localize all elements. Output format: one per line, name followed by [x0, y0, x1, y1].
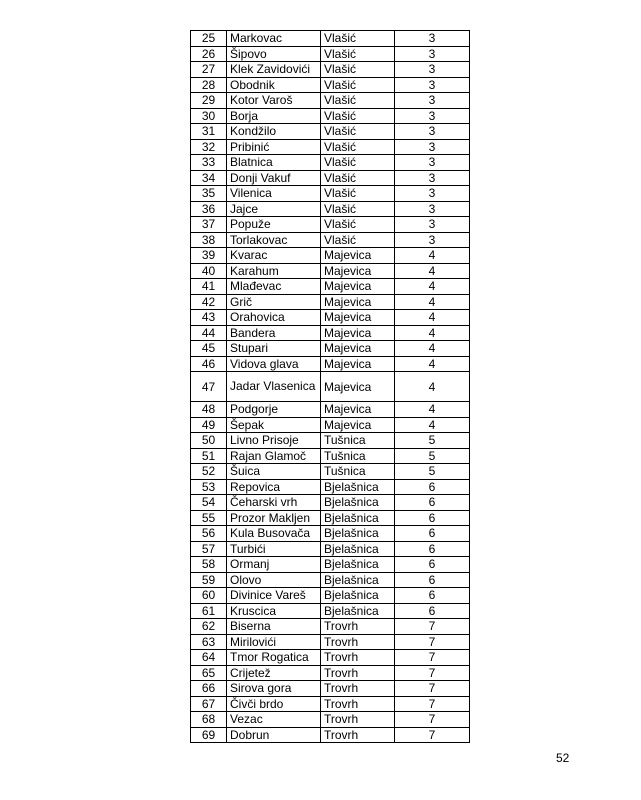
location-name-cell: Pribinić: [227, 139, 321, 155]
mountain-cell: Majevica: [321, 417, 395, 433]
mountain-cell: Majevica: [321, 248, 395, 264]
table-row: [191, 279, 470, 295]
group-cell: 4: [395, 341, 470, 357]
location-name-cell: Blatnica: [227, 155, 321, 171]
group-cell: 4: [395, 372, 470, 402]
table-row: [191, 341, 470, 357]
row-number-cell: 42: [191, 294, 227, 310]
mountain-cell: Majevica: [321, 402, 395, 418]
group-cell: 4: [395, 294, 470, 310]
group-cell: 3: [395, 124, 470, 140]
location-name-cell: Repovica: [227, 479, 321, 495]
group-cell: 7: [395, 665, 470, 681]
location-name-cell: Karahum: [227, 263, 321, 279]
mountain-cell: Tušnica: [321, 448, 395, 464]
table-row: [191, 557, 470, 573]
table-row: [191, 712, 470, 728]
location-name-cell: Jadar Vlasenica: [227, 372, 321, 402]
mountain-cell: Trovrh: [321, 696, 395, 712]
group-cell: 6: [395, 603, 470, 619]
group-cell: 7: [395, 634, 470, 650]
mountain-cell: Trovrh: [321, 712, 395, 728]
group-cell: 3: [395, 155, 470, 171]
mountain-cell: Tušnica: [321, 433, 395, 449]
row-number-cell: 33: [191, 155, 227, 171]
location-name-cell: Stupari: [227, 341, 321, 357]
table-row: [191, 448, 470, 464]
table-row: [191, 727, 470, 743]
row-number-cell: 60: [191, 588, 227, 604]
row-number-cell: 59: [191, 572, 227, 588]
mountain-cell: Bjelašnica: [321, 572, 395, 588]
mountain-cell: Bjelašnica: [321, 479, 395, 495]
table-row: [191, 665, 470, 681]
row-number-cell: 39: [191, 248, 227, 264]
group-cell: 3: [395, 46, 470, 62]
location-name-cell: Klek Zavidovići: [227, 62, 321, 78]
table-row: [191, 139, 470, 155]
location-name-cell: Šipovo: [227, 46, 321, 62]
table-row: [191, 634, 470, 650]
mountain-cell: Trovrh: [321, 650, 395, 666]
group-cell: 3: [395, 170, 470, 186]
row-number-cell: 57: [191, 541, 227, 557]
group-cell: 7: [395, 681, 470, 697]
group-cell: 5: [395, 433, 470, 449]
mountain-cell: Majevica: [321, 341, 395, 357]
table-row: [191, 170, 470, 186]
group-cell: 7: [395, 727, 470, 743]
row-number-cell: 29: [191, 93, 227, 109]
group-cell: 3: [395, 232, 470, 248]
mountain-cell: Majevica: [321, 372, 395, 402]
table-row: [191, 310, 470, 326]
location-name-cell: Crijetež: [227, 665, 321, 681]
table-row: [191, 62, 470, 78]
location-name-cell: Mirilovići: [227, 634, 321, 650]
table-row: [191, 588, 470, 604]
group-cell: 6: [395, 557, 470, 573]
group-cell: 4: [395, 325, 470, 341]
location-name-cell: Markovac: [227, 31, 321, 47]
row-number-cell: 64: [191, 650, 227, 666]
mountain-cell: Vlašić: [321, 31, 395, 47]
location-name-cell: Obodnik: [227, 77, 321, 93]
row-number-cell: 37: [191, 217, 227, 233]
table-row: [191, 356, 470, 372]
table-row: [191, 201, 470, 217]
row-number-cell: 63: [191, 634, 227, 650]
row-number-cell: 62: [191, 619, 227, 635]
table-row: [191, 495, 470, 511]
row-number-cell: 48: [191, 402, 227, 418]
location-name-cell: Jajce: [227, 201, 321, 217]
row-number-cell: 43: [191, 310, 227, 326]
row-number-cell: 35: [191, 186, 227, 202]
group-cell: 4: [395, 310, 470, 326]
row-number-cell: 41: [191, 279, 227, 295]
mountain-cell: Bjelašnica: [321, 603, 395, 619]
table-row: [191, 294, 470, 310]
table-row: [191, 681, 470, 697]
group-cell: 3: [395, 201, 470, 217]
location-name-cell: Kvarac: [227, 248, 321, 264]
group-cell: 6: [395, 588, 470, 604]
group-cell: 3: [395, 93, 470, 109]
mountain-cell: Vlašić: [321, 124, 395, 140]
table-row: [191, 93, 470, 109]
row-number-cell: 26: [191, 46, 227, 62]
table-row: [191, 619, 470, 635]
location-name-cell: Rajan Glamoč: [227, 448, 321, 464]
group-cell: 6: [395, 572, 470, 588]
mountain-cell: Vlašić: [321, 93, 395, 109]
location-name-cell: Čeharski vrh: [227, 495, 321, 511]
mountain-cell: Bjelašnica: [321, 495, 395, 511]
group-cell: 6: [395, 479, 470, 495]
table-row: [191, 155, 470, 171]
group-cell: 6: [395, 541, 470, 557]
locations-table-body: [191, 31, 470, 743]
table-row: [191, 479, 470, 495]
location-name-cell: Divinice Vareš: [227, 588, 321, 604]
mountain-cell: Majevica: [321, 263, 395, 279]
page-number: 52: [556, 751, 570, 765]
row-number-cell: 53: [191, 479, 227, 495]
group-cell: 3: [395, 108, 470, 124]
locations-table: [190, 30, 470, 743]
mountain-cell: Majevica: [321, 294, 395, 310]
location-name-cell: Ormanj: [227, 557, 321, 573]
mountain-cell: Trovrh: [321, 681, 395, 697]
group-cell: 6: [395, 510, 470, 526]
table-row: [191, 526, 470, 542]
location-name-cell: Livno Prisoje: [227, 433, 321, 449]
mountain-cell: Bjelašnica: [321, 510, 395, 526]
mountain-cell: Bjelašnica: [321, 588, 395, 604]
location-name-cell: Sirova gora: [227, 681, 321, 697]
location-name-cell: Podgorje: [227, 402, 321, 418]
mountain-cell: Bjelašnica: [321, 541, 395, 557]
location-name-cell: Donji Vakuf: [227, 170, 321, 186]
location-name-cell: Šuica: [227, 464, 321, 480]
group-cell: 7: [395, 712, 470, 728]
row-number-cell: 49: [191, 417, 227, 433]
row-number-cell: 44: [191, 325, 227, 341]
row-number-cell: 68: [191, 712, 227, 728]
group-cell: 4: [395, 248, 470, 264]
group-cell: 4: [395, 356, 470, 372]
group-cell: 7: [395, 619, 470, 635]
row-number-cell: 65: [191, 665, 227, 681]
table-row: [191, 325, 470, 341]
table-row: [191, 402, 470, 418]
row-number-cell: 56: [191, 526, 227, 542]
row-number-cell: 45: [191, 341, 227, 357]
location-name-cell: Olovo: [227, 572, 321, 588]
location-name-cell: Kotor Varoš: [227, 93, 321, 109]
mountain-cell: Bjelašnica: [321, 557, 395, 573]
row-number-cell: 50: [191, 433, 227, 449]
mountain-cell: Majevica: [321, 279, 395, 295]
group-cell: 4: [395, 402, 470, 418]
table-row: [191, 433, 470, 449]
location-name-cell: Biserna: [227, 619, 321, 635]
group-cell: 3: [395, 31, 470, 47]
row-number-cell: 25: [191, 31, 227, 47]
mountain-cell: Trovrh: [321, 727, 395, 743]
mountain-cell: Bjelašnica: [321, 526, 395, 542]
table-row: [191, 108, 470, 124]
row-number-cell: 30: [191, 108, 227, 124]
mountain-cell: Majevica: [321, 356, 395, 372]
table-row: [191, 417, 470, 433]
location-name-cell: Tmor Rogatica: [227, 650, 321, 666]
mountain-cell: Trovrh: [321, 665, 395, 681]
table-row: [191, 372, 470, 402]
location-name-cell: Orahovica: [227, 310, 321, 326]
location-name-cell: Popuže: [227, 217, 321, 233]
group-cell: 6: [395, 495, 470, 511]
mountain-cell: Majevica: [321, 310, 395, 326]
group-cell: 3: [395, 217, 470, 233]
group-cell: 3: [395, 62, 470, 78]
table-row: [191, 650, 470, 666]
table-row: [191, 572, 470, 588]
row-number-cell: 31: [191, 124, 227, 140]
table-row: [191, 124, 470, 140]
mountain-cell: Vlašić: [321, 62, 395, 78]
location-name-cell: Torlakovac: [227, 232, 321, 248]
table-row: [191, 248, 470, 264]
table-row: [191, 510, 470, 526]
location-name-cell: Vidova glava: [227, 356, 321, 372]
row-number-cell: 51: [191, 448, 227, 464]
location-name-cell: Šepak: [227, 417, 321, 433]
location-name-cell: Vilenica: [227, 186, 321, 202]
table-row: [191, 603, 470, 619]
mountain-cell: Vlašić: [321, 217, 395, 233]
location-name-cell: Kondžilo: [227, 124, 321, 140]
row-number-cell: 36: [191, 201, 227, 217]
location-name-cell: Vezac: [227, 712, 321, 728]
mountain-cell: Trovrh: [321, 634, 395, 650]
table-row: [191, 263, 470, 279]
mountain-cell: Vlašić: [321, 77, 395, 93]
group-cell: 7: [395, 650, 470, 666]
location-name-cell: Bandera: [227, 325, 321, 341]
location-name-cell: Grič: [227, 294, 321, 310]
location-name-cell: Čivči brdo: [227, 696, 321, 712]
mountain-cell: Vlašić: [321, 232, 395, 248]
table-row: [191, 464, 470, 480]
group-cell: 4: [395, 279, 470, 295]
location-name-cell: Dobrun: [227, 727, 321, 743]
row-number-cell: 27: [191, 62, 227, 78]
group-cell: 4: [395, 263, 470, 279]
row-number-cell: 67: [191, 696, 227, 712]
location-name-cell: Prozor Makljen: [227, 510, 321, 526]
table-row: [191, 46, 470, 62]
row-number-cell: 47: [191, 372, 227, 402]
mountain-cell: Vlašić: [321, 46, 395, 62]
row-number-cell: 58: [191, 557, 227, 573]
row-number-cell: 28: [191, 77, 227, 93]
group-cell: 6: [395, 526, 470, 542]
table-row: [191, 217, 470, 233]
group-cell: 5: [395, 448, 470, 464]
row-number-cell: 54: [191, 495, 227, 511]
row-number-cell: 32: [191, 139, 227, 155]
location-name-cell: Kula Busovača: [227, 526, 321, 542]
group-cell: 7: [395, 696, 470, 712]
row-number-cell: 46: [191, 356, 227, 372]
mountain-cell: Tušnica: [321, 464, 395, 480]
group-cell: 4: [395, 417, 470, 433]
row-number-cell: 66: [191, 681, 227, 697]
row-number-cell: 34: [191, 170, 227, 186]
table-row: [191, 77, 470, 93]
location-name-cell: Mlađevac: [227, 279, 321, 295]
mountain-cell: Majevica: [321, 325, 395, 341]
table-row: [191, 186, 470, 202]
row-number-cell: 55: [191, 510, 227, 526]
location-name-cell: Borja: [227, 108, 321, 124]
mountain-cell: Vlašić: [321, 186, 395, 202]
row-number-cell: 38: [191, 232, 227, 248]
mountain-cell: Vlašić: [321, 155, 395, 171]
mountain-cell: Trovrh: [321, 619, 395, 635]
mountain-cell: Vlašić: [321, 139, 395, 155]
group-cell: 3: [395, 77, 470, 93]
row-number-cell: 69: [191, 727, 227, 743]
mountain-cell: Vlašić: [321, 108, 395, 124]
row-number-cell: 61: [191, 603, 227, 619]
mountain-cell: Vlašić: [321, 201, 395, 217]
table-row: [191, 31, 470, 47]
row-number-cell: 40: [191, 263, 227, 279]
group-cell: 5: [395, 464, 470, 480]
location-name-cell: Kruscica: [227, 603, 321, 619]
group-cell: 3: [395, 186, 470, 202]
group-cell: 3: [395, 139, 470, 155]
row-number-cell: 52: [191, 464, 227, 480]
table-row: [191, 232, 470, 248]
mountain-cell: Vlašić: [321, 170, 395, 186]
location-name-cell: Turbići: [227, 541, 321, 557]
table-row: [191, 541, 470, 557]
table-row: [191, 696, 470, 712]
